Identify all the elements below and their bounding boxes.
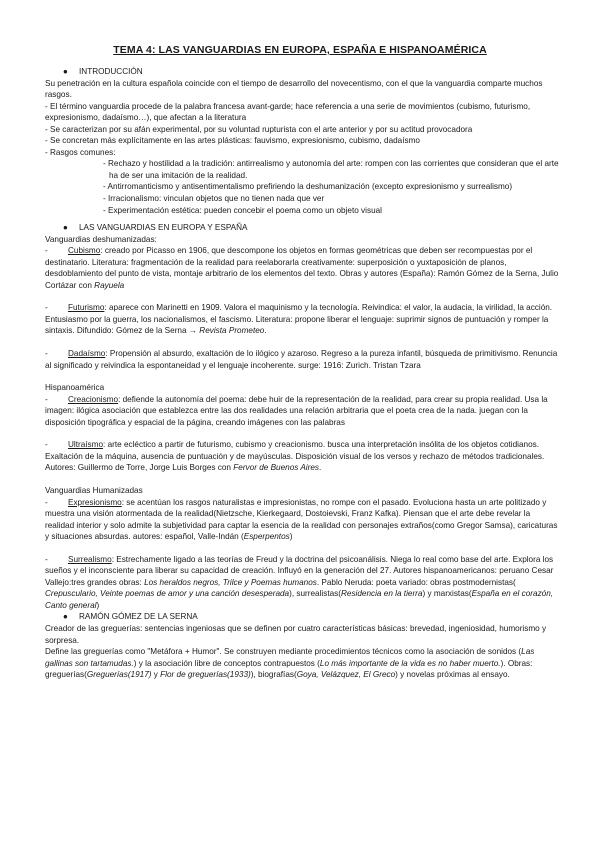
intro-paragraph: Su penetración en la cultura española coincide con el tiempo de desarrollo del novecentismo, con el que la vanguardia comparte muchos rasgos. (45, 78, 543, 100)
rasgo-item: - Experimentación estética: pueden concebir el poema como un objeto visual (103, 205, 382, 215)
work-title: Fervor de Buenos Aires (233, 463, 319, 473)
term-futurismo: Futurismo (68, 303, 105, 313)
work-title: Revista Prometeo (199, 326, 265, 336)
movement-surrealismo: - Surrealismo: Estrechamente ligado a las teorías de Freud y la doctrina del psicoanálisis. Niega lo real como base del arte. Explora los sueños y el inconsciente para liberar su capacidad de creación. Influyó en la generación del 27. Autores hispanoamericanos: peruano Cesar Vallejo:tres grandes obras: Los heraldos negros, Trilce y Poemas humanos. Pablo Neruda: poeta variado: obras postmodernistas( Crepusculario, Veinte poemas de amor y una canción desesperada), surrealistas(Residencia en la tierra) y marxistas(España en el corazón, Canto general) (45, 554, 554, 610)
movement-ultraismo: - Ultraísmo: arte ecléctico a partir de futurismo, cubismo y creacionismo. busca una interpretación insólita de los objetos cotidianos. Exaltación de la máquina, ausencia de puntuación y de mayúsculas. Disposición visual de los versos y rechazo de métodos tradicionales. Autores: Guillermo de Torre, Jorge Luis Borges con Fervor de Buenos Aires. (45, 440, 545, 473)
ramon-paragraph: Creador de las greguerías: sentencias ingeniosas que se definen por cuatro características básicas: brevedad, ingeniosidad, humorismo y sorpresa. (45, 623, 547, 645)
work-title: Flor de greguerías(1933) (160, 670, 251, 680)
subheading-humanizadas: Vanguardias Humanizadas (45, 485, 143, 495)
term-ultraismo: Ultraísmo (68, 440, 104, 450)
term-dadaismo: Dadaísmo (68, 349, 106, 359)
movement-cubismo: - Cubismo: creado por Picasso en 1906, que descompone los objetos en formas geométricas que deben ser recompuestas por el destinatario. Literatura: fragmentación de la realidad para reelaborarla creativamente: superposición o yuxtaposición de planos, desdoblamiento del punto de vista, montaje arbitrario de los elementos del texto. Obras y autores (España): Ramón Gómez de la Serna, Julio Cortázar con Rayuela (45, 246, 559, 290)
rasgo-item: - Irracionalismo: vinculan objetos que no tienen nada que ver (103, 194, 325, 204)
section-heading-introduccion: ● INTRODUCCIÓN (63, 67, 143, 76)
intro-item: - El término vanguardia procede de la palabra francesa avant-garde; hace referencia a una serie de movimientos (cubismo, futurismo, expresionismo, dadaísmo…), que afectan a la literatura (45, 101, 531, 123)
work-title: Goya, Velázquez, El Greco (296, 670, 396, 680)
ramon-paragraph: Define las greguerías como "Metáfora + Humor". Se construyen mediante procedimientos técnicos como la asociación de sonidos (Las gallinas son tartamudas.) y la asociación libre de conceptos contrapuestos (Lo más importante de la vida es no haber muerto.). Obras: greguerías(Greguerías(1917) y Flor de greguerías(1933)), biografías(Goya, Velázquez, El Greco) y novelas próximas al ensayo. (45, 647, 535, 680)
term-surrealismo: Surrealismo (68, 554, 112, 564)
intro-item: - Se concretan más explícitamente en las artes plásticas: fauvismo, expresionismo, cubismo, dadaísmo (45, 136, 420, 146)
movement-futurismo: - Futurismo: aparece con Marinetti en 1909. Valora el maquinismo y la tecnología. Reivindica: el valor, la audacia, la virilidad, la acción. Entusiasmo por la guerra, los nacionalismos, el fascismo. Literatura: propone liberar el lenguaje: suprimir signos de puntuación y romper la sintaxis. Difundido: Gómez de la Serna → Revista Prometeo. (45, 303, 553, 336)
bullet-icon: ● (63, 612, 68, 622)
work-title: Residencia en la tierra (340, 589, 423, 599)
rasgo-item: - Rechazo y hostilidad a la tradición: antirrealismo y autonomía del arte: rompen con las corrientes que consideran que el arte ha de ser una imitación de la realidad. (103, 159, 559, 180)
work-title: España en el corazón, Canto general (45, 589, 554, 610)
term-creacionismo: Creacionismo (68, 394, 119, 404)
work-title: Greguerías(1917) (86, 670, 152, 680)
work-title: Los heraldos negros, Trilce y Poemas humanos (144, 577, 317, 587)
document-title: TEMA 4: LAS VANGUARDIAS EN EUROPA, ESPAÑA E HISPANOAMÉRICA (113, 44, 487, 56)
movement-creacionismo: - Creacionismo: defiende la autonomía del poema: debe huir de la representación de la realidad, para crear su propia realidad. Usa la imagen: ilógica asociación que establezca entre las dos realidades una relación arbitraria que el poeta crea de la nada. juegan con la disposición tipográfica y espacial de la página, creando imágenes con las palabras (45, 394, 548, 427)
movement-expresionismo: - Expresionismo: se acentúan los rasgos naturalistas e impresionistas, no rompe con el pasado. Evoluciona hasta un arte politizado y muestra una visión atormentada de la realidad(Nietzsche, Kierkegaard, Dostoievski, Franz Kafka). Piensan que el arte debe revelar la realidad interior y solo admite la subjetividad para captar la esencia de la realidad con personajes extraños(como Gregor Samsa), caricaturas y situaciones absurdas. autores: español, Valle-Indán (Esperpentos) (45, 497, 558, 542)
work-title: Rayuela (94, 280, 125, 290)
bullet-icon: ● (63, 67, 68, 76)
movement-dadaismo: - Dadaísmo: Propensión al absurdo, exaltación de lo ilógico y azaroso. Regreso a la pureza infantil, búsqueda de primitivismo. Renuncia al significado y reivindica la espontaneidad y el lenguaje incoherente. surge: 1916: Zurich. Tristan Tzara (45, 349, 558, 370)
section-heading-europa: ● LAS VANGUARDIAS EN EUROPA Y ESPAÑA (63, 223, 248, 233)
work-title: Las gallinas son tartamudas. (45, 647, 535, 668)
subheading-hispanoamerica: Hispanoamérica (45, 383, 105, 393)
work-title: Crepusculario, Veinte poemas de amor y una canción desesperada (45, 589, 290, 599)
intro-item: - Rasgos comunes: (45, 147, 116, 157)
intro-item: - Se caracterizan por su afán experimental, por su voluntad rupturista con el arte anterior y por su actitud provocadora (45, 124, 473, 134)
subheading-deshumanizadas: Vanguardias deshumanizadas: (45, 234, 157, 244)
work-title: Esperpentos (243, 532, 290, 542)
section-heading-ramon: ● RAMÓN GÓMEZ DE LA SERNA (63, 612, 198, 622)
term-expresionismo: Expresionismo (68, 497, 122, 507)
term-cubismo: Cubismo (68, 246, 101, 256)
rasgo-item: - Antirromanticismo y antisentimentalismo prefiriendo la deshumanización (excepto expresionismo y surrealismo) (103, 182, 513, 192)
work-title: Lo más importante de la vida es no haber muerto. (319, 658, 501, 668)
bullet-icon: ● (63, 223, 68, 233)
document-body (45, 66, 560, 681)
